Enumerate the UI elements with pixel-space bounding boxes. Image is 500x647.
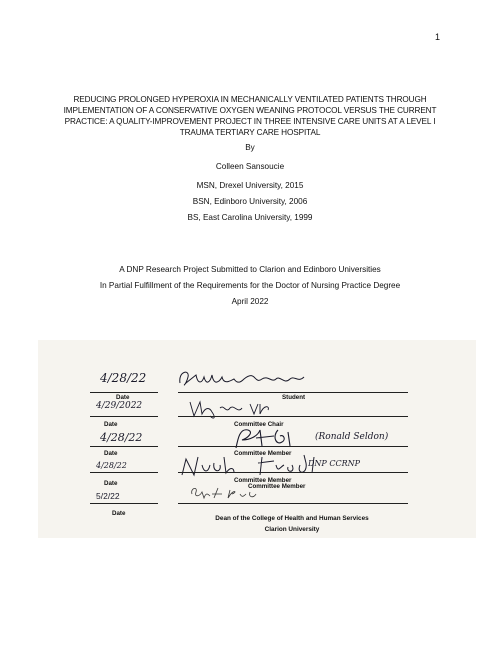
date-1-handwritten: 4/28/22 bbox=[100, 371, 147, 385]
date-4-handwritten: 4/28/22 bbox=[96, 461, 127, 470]
degree-bsn: BSN, Edinboro University, 2006 bbox=[192, 197, 308, 206]
role-label-member-1: Committee Member bbox=[234, 450, 292, 457]
date-line-2 bbox=[90, 416, 158, 417]
date-5-handwritten: 5/2/22 bbox=[96, 491, 120, 501]
date-line-1 bbox=[90, 392, 158, 393]
signature-page bbox=[38, 340, 476, 538]
submission-date: April 2022 bbox=[231, 297, 269, 306]
dean-title: Dean of the College of Health and Human Services bbox=[215, 515, 369, 522]
by-line: By bbox=[245, 143, 255, 152]
page-number: 1 bbox=[434, 32, 440, 42]
author-name: Colleen Sansoucie bbox=[215, 162, 285, 171]
date-line-4 bbox=[90, 472, 158, 473]
role-label-student: Student bbox=[282, 394, 306, 401]
signature-line-5 bbox=[178, 503, 408, 504]
institution: Clarion University bbox=[264, 526, 320, 533]
degree-msn: MSN, Drexel University, 2015 bbox=[196, 181, 304, 190]
member-1-name-handwritten: (Ronald Seldon) bbox=[315, 432, 389, 442]
signature-line-1 bbox=[178, 392, 408, 393]
signature-line-2 bbox=[178, 416, 408, 417]
role-label-chair: Committee Chair bbox=[234, 421, 284, 428]
date-label-4: Date bbox=[104, 480, 118, 487]
member-2-credentials-handwritten: DNP CCRNP bbox=[308, 459, 360, 468]
signature-line-3 bbox=[178, 446, 408, 447]
date-2-handwritten: 4/29/2022 bbox=[96, 401, 143, 411]
date-label-1: Date bbox=[116, 394, 130, 401]
date-label-5: Date bbox=[112, 510, 126, 517]
role-label-member-2: Committee Member bbox=[234, 477, 292, 484]
date-3-handwritten: 4/28/22 bbox=[100, 431, 143, 444]
student-signature bbox=[176, 365, 316, 393]
date-line-5 bbox=[90, 503, 158, 504]
date-label-3: Date bbox=[104, 450, 118, 457]
degree-bs: BS, East Carolina University, 1999 bbox=[187, 213, 313, 222]
submission-line-1: A DNP Research Project Submitted to Clarion and Edinboro Universities bbox=[119, 265, 381, 274]
submission-line-2: In Partial Fulfillment of the Requirements for the Doctor of Nursing Practice Degree bbox=[99, 281, 401, 290]
date-label-2: Date bbox=[104, 421, 118, 428]
role-label-dean-partial: Committee Member bbox=[248, 483, 306, 490]
document-title: REDUCING PROLONGED HYPEROXIA IN MECHANICALLY VENTILATED PATIENTS THROUGH IMPLEMENTATION OF A CONSERVATIVE OXYGEN WEANING PROTOCOL VERSUS THE CURRENT PRACTICE: A QUALITY-IMPROVEMENT PROJECT IN THREE INTENSIVE CARE UNITS AT A LEVEL I TRAUMA TERTIARY CARE HOSPITAL bbox=[63, 95, 437, 137]
date-line-3 bbox=[90, 446, 158, 447]
signature-line-4 bbox=[178, 472, 408, 473]
